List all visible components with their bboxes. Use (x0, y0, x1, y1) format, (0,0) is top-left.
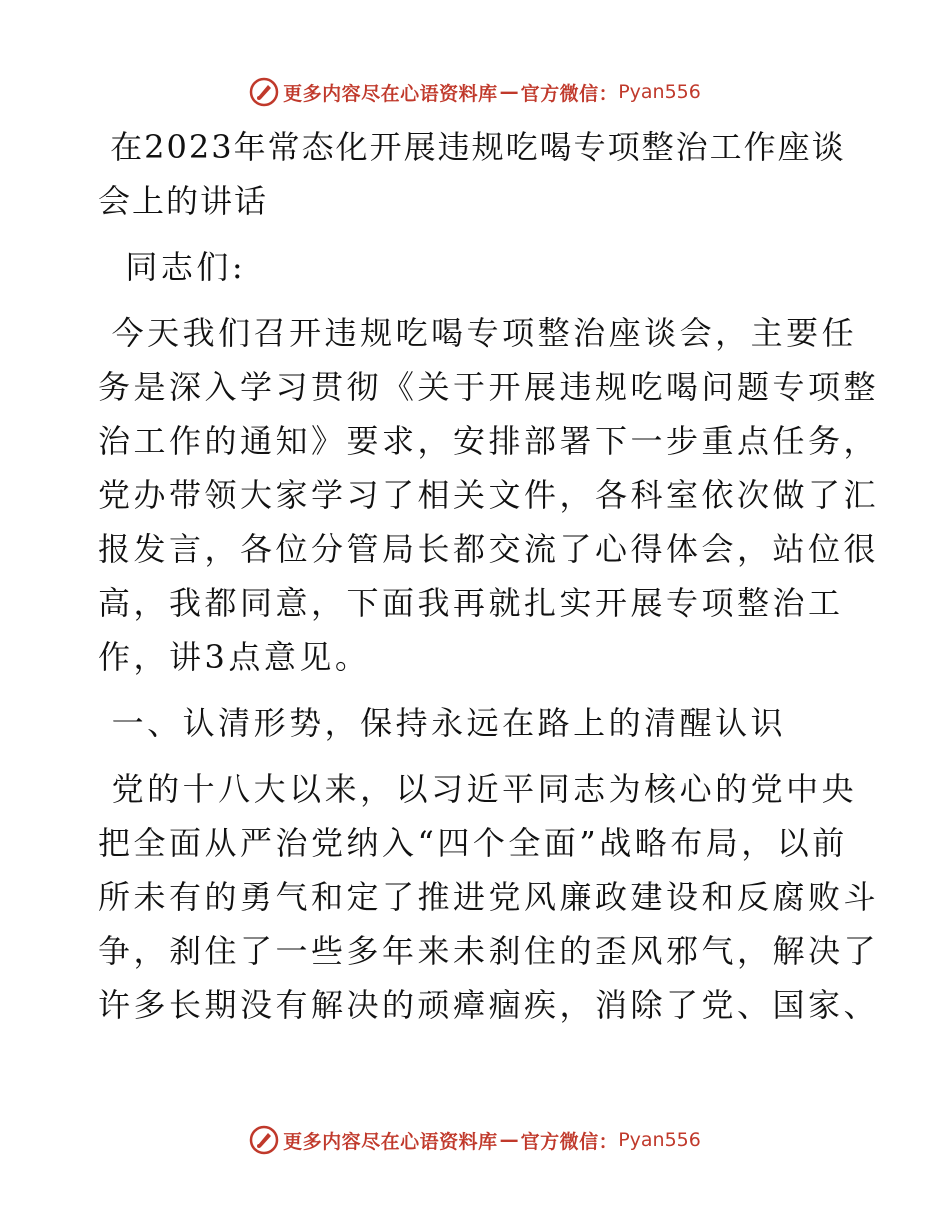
watermark-id: Pyan556 (618, 81, 701, 103)
salutation: 同志们: (98, 248, 247, 286)
document-body (98, 120, 880, 1032)
logo-icon (249, 1125, 279, 1155)
watermark-dash: — (499, 1129, 519, 1151)
paragraph-line: 争，刹住了一些多年来未刹住的歪风邪气，解决了 (98, 932, 880, 970)
watermark-id: Pyan556 (618, 1129, 701, 1151)
watermark-suffix: 官方微信： (520, 1130, 619, 1153)
watermark-suffix: 官方微信： (520, 82, 619, 105)
paragraph-line: 务是深入学习贯彻《关于开展违规吃喝问题专项整 (98, 368, 880, 406)
paragraph-line: 党办带领大家学习了相关文件，各科室依次做了汇 (98, 476, 880, 514)
paragraph-line: 党的十八大以来，以习近平同志为核心的党中央 (98, 770, 858, 808)
watermark-prefix: 更多内容尽在心语资料库 (283, 82, 498, 105)
paragraph-line: 把全面从严治党纳入“四个全面”战略布局，以前 (98, 824, 848, 862)
paragraph-line: 所未有的勇气和定了推进党风廉政建设和反腐败斗 (98, 878, 880, 916)
logo-icon (249, 77, 279, 107)
paragraph-line: 许多长期没有解决的顽瘴痼疾，消除了党、国家、 (98, 986, 880, 1024)
section-heading-1: 一、认清形势，保持永远在路上的清醒认识 (98, 704, 787, 742)
watermark-prefix: 更多内容尽在心语资料库 (283, 1130, 498, 1153)
title-line-2: 会上的讲话 (98, 182, 269, 220)
title-line-1: 在2023年常态化开展违规吃喝专项整治工作座谈 (98, 128, 846, 166)
watermark-dash: — (499, 81, 519, 103)
paragraph-2 (98, 762, 880, 1032)
paragraph-1 (98, 306, 880, 684)
paragraph-line: 作，讲3点意见。 (98, 638, 371, 676)
watermark-footer (0, 1120, 950, 1160)
paragraph-line: 报发言，各位分管局长都交流了心得体会，站位很 (98, 530, 880, 568)
paragraph-line: 今天我们召开违规吃喝专项整治座谈会，主要任 (98, 314, 858, 352)
paragraph-line: 高，我都同意，下面我再就扎实开展专项整治工 (98, 584, 844, 622)
watermark-header (0, 72, 950, 112)
paragraph-line: 治工作的通知》要求，安排部署下一步重点任务， (98, 422, 880, 460)
